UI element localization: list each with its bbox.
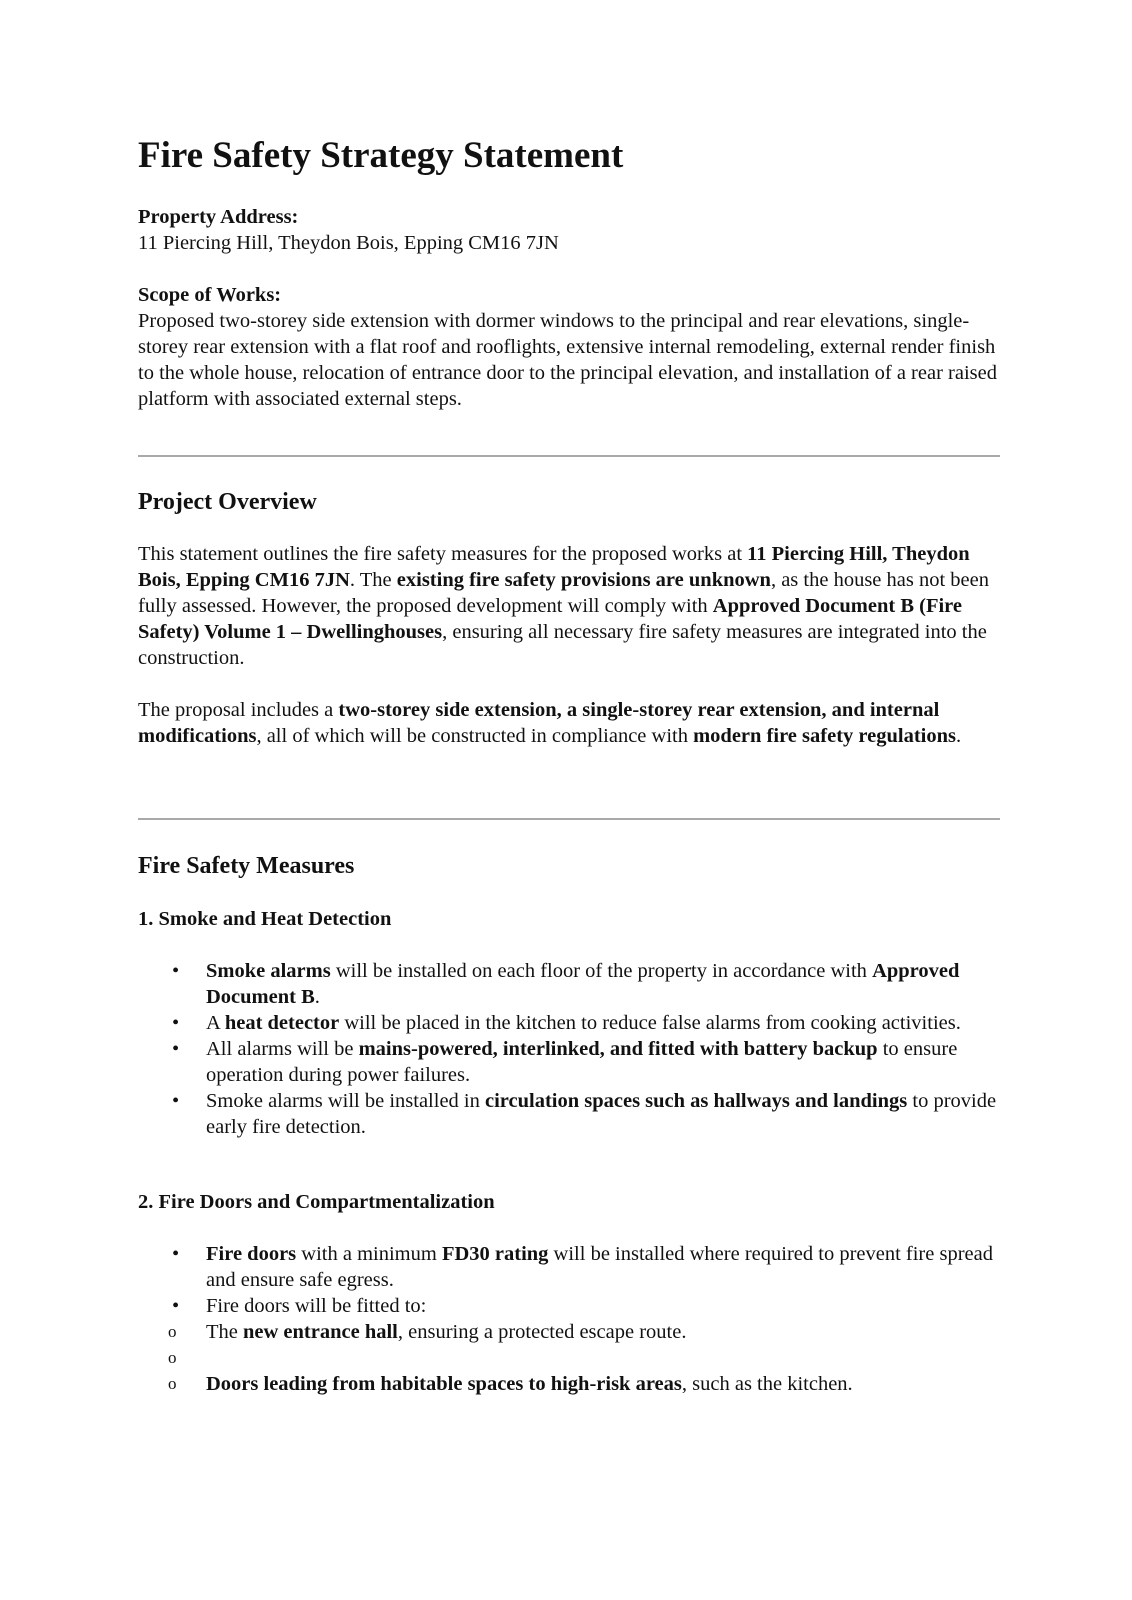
bold-run: Smoke alarms [206, 960, 331, 982]
text-run: , ensuring a protected escape route. [397, 1321, 687, 1343]
scope-of-works [138, 282, 1000, 412]
text-run: The [206, 1321, 243, 1343]
overview-paragraph-1 [138, 541, 1000, 671]
fire-doors-list [138, 1241, 1000, 1397]
text-run: . [314, 986, 320, 1008]
list-item [138, 1293, 1000, 1397]
bold-run: new entrance hall [243, 1321, 398, 1343]
bullet-icon: • [172, 1295, 180, 1317]
bullet-icon: • [172, 1012, 180, 1034]
text-run: with a minimum [296, 1243, 442, 1265]
text-run: All alarms will be [206, 1038, 359, 1060]
text-run: . The [349, 569, 397, 591]
fire-safety-measures-heading: Fire Safety Measures [138, 853, 355, 879]
text-run: , such as the kitchen. [681, 1373, 853, 1395]
list-item [138, 1036, 1000, 1088]
fire-doors-sublist [168, 1319, 1000, 1397]
list-item [138, 958, 1000, 1010]
property-address-value: 11 Piercing Hill, Theydon Bois, Epping CM16 7JN [138, 232, 559, 254]
text-run: The proposal includes a [138, 699, 339, 721]
bold-run: 11 Piercing Hill, Theydon Bois, Epping CM16 7JN [138, 543, 970, 591]
text-run: , as the house has not been fully assessed. However, the proposed development will comply with [138, 569, 989, 617]
bold-run: circulation spaces such as hallways and landings [484, 1090, 908, 1112]
bold-run: FD30 rating [441, 1243, 549, 1265]
text-run: Fire doors will be fitted to: [206, 1295, 427, 1317]
bold-run: heat detector [224, 1012, 340, 1034]
scope-of-works-value: Proposed two-storey side extension with dormer windows to the principal and rear elevations, single-storey rear extension with a flat roof and rooflights, extensive internal remodeling, external render finish to the whole house, relocation of entrance door to the principal elevation, and installation of a rear raised platform with associated external steps. [138, 310, 997, 410]
text-run: will be placed in the kitchen to reduce false alarms from cooking activities. [339, 1012, 961, 1034]
text-run: , ensuring all necessary fire safety measures are integrated into the construction. [138, 621, 987, 669]
property-address-label: Property Address: [138, 206, 299, 228]
section-divider [138, 455, 1000, 457]
property-address [138, 204, 1000, 256]
sub-list-item [136, 1371, 1000, 1397]
text-run: A [206, 1012, 225, 1034]
text-run: Smoke alarms will be installed in [206, 1090, 485, 1112]
text-run: This statement outlines the fire safety measures for the proposed works at [138, 543, 748, 565]
bullet-icon: • [172, 1090, 180, 1112]
section-divider [138, 818, 1000, 820]
sub-list-item [136, 1319, 1000, 1345]
bold-run: mains-powered, interlinked, and fitted with battery backup [358, 1038, 878, 1060]
overview-paragraph-2 [138, 697, 1000, 749]
circle-bullet-icon: o [168, 1348, 177, 1367]
text-run: . [955, 725, 962, 747]
sub-list-item [136, 1345, 1000, 1371]
bold-run: Approved Document B [206, 960, 960, 1008]
project-overview-heading: Project Overview [138, 489, 317, 515]
detection-list [138, 958, 1000, 1140]
text-run: to provide early fire detection. [206, 1090, 997, 1138]
bold-run: existing fire safety provisions are unknown [396, 569, 771, 591]
bold-run: Fire doors [206, 1243, 297, 1265]
bold-run: modern fire safety regulations [693, 725, 956, 747]
text-run: to ensure operation during power failures. [206, 1038, 958, 1086]
bold-run: Approved Document B (Fire Safety) Volume 1 – Dwellinghouses [138, 595, 962, 643]
text-run: , all of which will be constructed in compliance with [256, 725, 694, 747]
list-item [138, 1241, 1000, 1293]
bullet-icon: • [172, 1038, 180, 1060]
text-run: will be installed where required to prevent fire spread and ensure safe egress. [206, 1243, 993, 1291]
list-item [138, 1010, 1000, 1036]
text-run: will be installed on each floor of the property in accordance with [330, 960, 873, 982]
circle-bullet-icon: o [168, 1374, 177, 1393]
bold-run: two-storey side extension, a single-storey rear extension, and internal modifications [138, 699, 940, 747]
bullet-icon: • [172, 960, 180, 982]
bold-run: Doors leading from habitable spaces to high-risk areas [206, 1373, 682, 1395]
fire-doors-heading: 2. Fire Doors and Compartmentalization [138, 1191, 495, 1213]
page-title: Fire Safety Strategy Statement [138, 135, 624, 176]
circle-bullet-icon: o [168, 1322, 177, 1341]
scope-of-works-label: Scope of Works: [138, 284, 282, 306]
bullet-icon: • [172, 1243, 180, 1265]
list-item [138, 1088, 1000, 1140]
smoke-heat-detection-heading: 1. Smoke and Heat Detection [138, 908, 392, 930]
